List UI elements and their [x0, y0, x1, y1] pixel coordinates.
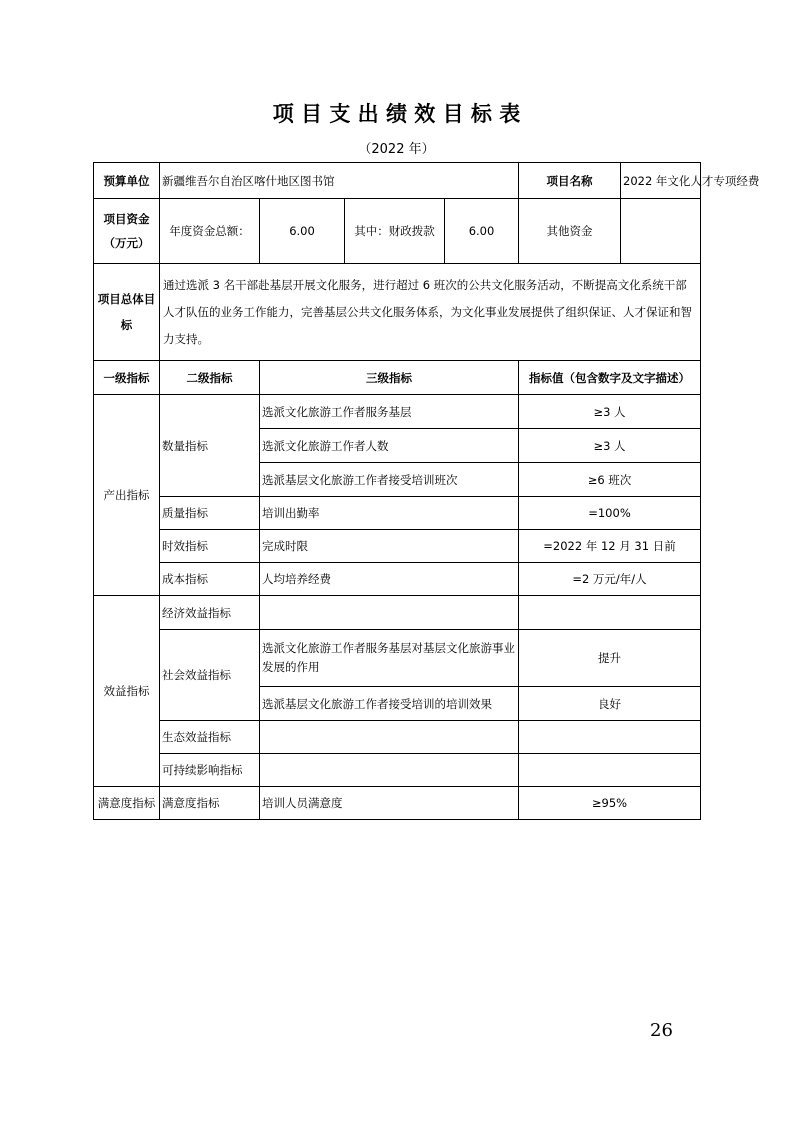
- table-row: [94, 721, 701, 754]
- project-name-value: 2022 年文化人才专项经费: [621, 163, 701, 199]
- goal-text: 通过选派 3 名干部赴基层开展文化服务，进行超过 6 班次的公共文化服务活动，不断提高文化系统干部人才队伍的业务工作能力，完善基层公共文化服务体系，为文化事业发展提供了组织保证、人才保证和智力支持。: [160, 264, 701, 361]
- year-subtitle: （2022 年）: [358, 142, 435, 157]
- funds-label-line1: 项目资金: [103, 212, 150, 226]
- economic-label: 经济效益指标: [160, 596, 260, 630]
- funds-label-line2: （万元）: [103, 236, 150, 250]
- time-label: 时效指标: [160, 530, 260, 563]
- quality-value: =100%: [519, 497, 701, 530]
- cost-label: 成本指标: [160, 563, 260, 596]
- project-name-label: 项目名称: [519, 163, 621, 199]
- other-funds-value: [621, 199, 701, 264]
- budget-unit-value: 新疆维吾尔自治区喀什地区图书馆: [160, 163, 519, 199]
- table-row: [94, 596, 701, 630]
- time-name: 完成时限: [260, 530, 519, 563]
- quality-name: 培训出勤率: [260, 497, 519, 530]
- economic-name: [260, 596, 519, 630]
- table-row: [94, 563, 701, 596]
- table-row: [94, 754, 701, 787]
- col-level3: 三级指标: [260, 361, 519, 395]
- page-number: 26: [650, 1020, 673, 1041]
- cost-name: 人均培养经费: [260, 563, 519, 596]
- ecological-value: [519, 721, 701, 754]
- funds-label: [94, 199, 160, 264]
- social-name-2: 选派基层文化旅游工作者接受培训的培训效果: [260, 687, 519, 721]
- social-value-1: 提升: [519, 630, 701, 687]
- column-header-row: [94, 361, 701, 395]
- social-label: 社会效益指标: [160, 630, 260, 721]
- quantity-name-2: 选派文化旅游工作者人数: [260, 429, 519, 463]
- quantity-label: 数量指标: [160, 395, 260, 497]
- table-row: [94, 395, 701, 429]
- col-level1: 一级指标: [94, 361, 160, 395]
- page-title: 项 目 支 出 绩 效 目 标 表: [272, 102, 521, 126]
- funds-row: [94, 199, 701, 264]
- ecological-label: 生态效益指标: [160, 721, 260, 754]
- cost-value: =2 万元/年/人: [519, 563, 701, 596]
- quantity-value-2: ≥3 人: [519, 429, 701, 463]
- quantity-name-3: 选派基层文化旅游工作者接受培训班次: [260, 463, 519, 497]
- satisfaction-level1: 满意度指标: [94, 787, 160, 820]
- table-row: [94, 787, 701, 820]
- info-row: [94, 163, 701, 199]
- quantity-name-1: 选派文化旅游工作者服务基层: [260, 395, 519, 429]
- time-value: =2022 年 12 月 31 日前: [519, 530, 701, 563]
- other-funds-label: 其他资金: [519, 199, 621, 264]
- goal-label-line2: 标: [120, 318, 133, 332]
- output-level1: 产出指标: [94, 395, 160, 596]
- annual-total-value: 6.00: [260, 199, 345, 264]
- col-level2: 二级指标: [160, 361, 260, 395]
- budget-unit-label: 预算单位: [94, 163, 160, 199]
- sustainable-name: [260, 754, 519, 787]
- goal-label: [94, 264, 160, 361]
- quality-label: 质量指标: [160, 497, 260, 530]
- fiscal-label: 其中：财政拨款: [345, 199, 445, 264]
- economic-value: [519, 596, 701, 630]
- sustainable-value: [519, 754, 701, 787]
- table-row: [94, 497, 701, 530]
- col-value: 指标值（包含数字及文字描述）: [519, 361, 701, 395]
- satisfaction-level2: 满意度指标: [160, 787, 260, 820]
- performance-table: [93, 162, 760, 820]
- table-row: [94, 530, 701, 563]
- goal-row: [94, 264, 701, 361]
- social-value-2: 良好: [519, 687, 701, 721]
- annual-total-label: 年度资金总额：: [160, 199, 260, 264]
- fiscal-value: 6.00: [445, 199, 519, 264]
- quantity-value-3: ≥6 班次: [519, 463, 701, 497]
- benefit-level1: 效益指标: [94, 596, 160, 787]
- sustainable-label: 可持续影响指标: [160, 754, 260, 787]
- ecological-name: [260, 721, 519, 754]
- table-row: [94, 630, 701, 687]
- satisfaction-name: 培训人员满意度: [260, 787, 519, 820]
- goal-label-line1: 项目总体目: [97, 292, 156, 306]
- quantity-value-1: ≥3 人: [519, 395, 701, 429]
- satisfaction-value: ≥95%: [519, 787, 701, 820]
- social-name-1: 选派文化旅游工作者服务基层对基层文化旅游事业发展的作用: [260, 630, 519, 687]
